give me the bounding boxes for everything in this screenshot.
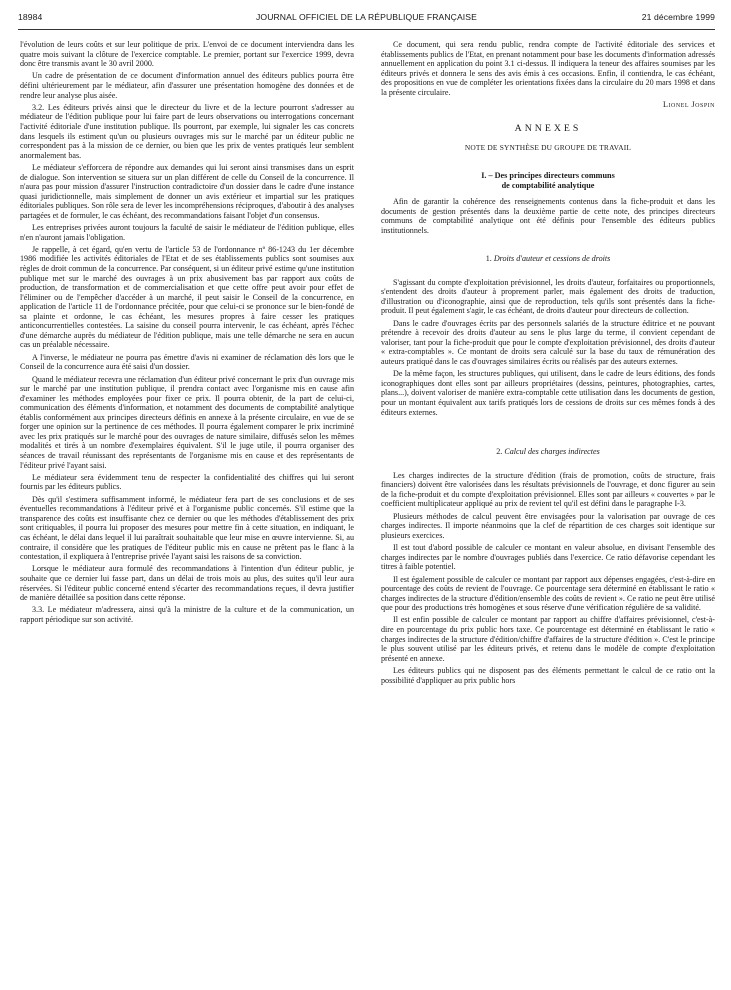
- journal-title: JOURNAL OFFICIEL DE LA RÉPUBLIQUE FRANÇAISE: [256, 12, 477, 22]
- paragraph: Lorsque le médiateur aura formulé des recommandations à l'intention d'un éditeur public, je souhaite que ce dernier lui fasse part, dans un délai de trois mois au plus, des suites qu'il leur aura réservées. Si l'éditeur public concerné entend s'écarter des recommandations reçues, il devra justifier de manière détaillée sa position dans cette réponse.: [20, 564, 354, 603]
- paragraph: Le médiateur s'efforcera de répondre aux demandes qui lui seront ainsi transmises dans un esprit de dialogue. Son intervention se situera sur un plan différent de celle du Conseil de la concurrence. Il n'aura pas pour mission d'assurer l'instruction contradictoire d'un dossier dans le cadre d'une instance quasi juridictionnelle, mais simplement de donner un avis extérieur et impartial sur les pratiques éditoriales publiques. Son rôle sera de lever les incompréhensions réciproques, d'aboutir à des analyses partagées et de formuler, le cas échéant, des recommandations faisant l'objet d'un consensus.: [20, 162, 354, 220]
- paragraph: Les éditeurs publics qui ne disposent pas des éléments permettant le calcul de ce ratio ont la possibilité d'appliquer au prix public hors: [381, 666, 715, 685]
- subsection-title: Droits d'auteur et cessions de droits: [493, 254, 611, 264]
- paragraph: Dans le cadre d'ouvrages écrits par des personnels salariés de la structure éditrice et ne pouvant prétendre à recevoir des droits d'auteur au sens le plus large du terme, il convient cependant de valoriser, tant pour la fiche-produit que pour le compte d'exploitation prévisionnel, des droits d'auteur « extra-comptables ». Ce montant de droits sera calculé sur la base du taux de rémunération des auteurs pratiqué dans le cas d'ouvrages similaires écrits ou réalisés par des auteurs externes.: [381, 318, 715, 367]
- paragraph: Les charges indirectes de la structure d'édition (frais de promotion, coûts de structure, frais financiers) doivent être valorisées dans les résultats prévisionnels de l'ouvrage, et donc figurer au sein de la fiche-produit et du compte d'exploitation prévisionnel. Elles sont par ailleurs « couvertes » par le coefficient multiplicateur appliqué au prix de revient tel qu'il est défini dans le paragraphe I-3.: [381, 470, 715, 509]
- paragraph: Je rappelle, à cet égard, qu'en vertu de l'article 53 de l'ordonnance nº 86-1243 du 1er décembre 1986 modifiée les activités éditoriales de l'Etat et de ses établissements publics sont soumises aux règles de droit commun de la concurrence. Par conséquent, si un éditeur privé estime qu'une institution publique met sur le marché des ouvrages à un prix abusivement bas par rapport aux coûts de production, de transformation et de commercialisation et que cette offre peut avoir pour effet de l'éliminer ou de l'empêcher d'accéder à un marché, il peut saisir le Conseil de la concurrence, en application de l'article 11 de l'ordonnance précitée, pour que celui-ci se prononce sur le bien-fondé de sa plainte et ordonne, le cas échéant, les mesures propres à faire cesser les pratiques anticoncurrentielles contestées. La saisine du conseil pourra intervenir, le cas échéant, après l'échec d'une démarche auprès du médiateur de l'édition publique, mais une telle démarche ne sera en aucun cas un préalable nécessaire.: [20, 244, 354, 350]
- paragraph: Quand le médiateur recevra une réclamation d'un éditeur privé concernant le prix d'un ouvrage mis sur le marché par une institution publique, il prendra contact avec l'organisme mis en cause afin d'examiner les méthodes employées pour fixer ce prix. Il pourra obtenir, de la part de celui-ci, communication des éléments d'information, et notamment des documents de comptabilité analytique établis conformément aux principes directeurs définis en annexe à la présente circulaire, en vue de se forger une opinion sur la pertinence de ces méthodes. Il pourra également comparer le prix incriminé avec les prix pratiqués sur le marché pour des ouvrages de nature similaire, diffusés selon les mêmes modalités et tirés à un nombre d'exemplaires équivalent. S'il le juge utile, il pourra organiser des séances de travail réunissant des représentants de l'organisme mis en cause et des représentants de l'éditeur privé l'ayant saisi.: [20, 374, 354, 470]
- paragraph: Dès qu'il s'estimera suffisamment informé, le médiateur fera part de ses conclusions et de ses éventuelles recommandations à l'éditeur privé et à l'organisme public concernés. S'il estime que la transparence des coûts est insuffisante chez ce dernier ou que les méthodes d'établissement des prix sont critiquables, il pourra lui proposer des mesures pour mettre fin à cette situation, en indiquant, le cas échéant, le délai dans lequel il lui paraîtrait souhaitable que leur mise en œuvre intervienne. Si, au contraire, il considère que les pratiques de l'éditeur public mis en cause ne prêtent pas le flanc à la contestation, il expliquera à l'entreprise privée l'ayant saisi les raisons de sa conviction.: [20, 494, 354, 562]
- annexes-heading: ANNEXES: [514, 122, 582, 134]
- paragraph: l'évolution de leurs coûts et sur leur politique de prix. L'envoi de ce document interviendra dans les quatre mois suivant la clôture de l'exercice comptable. Le premier, portant sur l'exercice 1999, devra donc être transmis avant le 30 avril 2000.: [20, 40, 354, 69]
- paragraph: S'agissant du compte d'exploitation prévisionnel, les droits d'auteur, forfaitaires ou proportionnels, s'entendent des droits d'auteur à proprement parler, mais également des droits de traduction, d'illustration ou d'iconographie, ainsi que de reproduction, tels qu'ils sont présentés dans la fiche-produit. Il peut également s'agir, le cas échéant, de droits d'auteur pour directeurs de collection.: [381, 277, 715, 316]
- signature: Lionel Jospin: [663, 100, 715, 110]
- running-header: [18, 12, 715, 26]
- paragraph: Un cadre de présentation de ce document d'information annuel des éditeurs publics pourra être défini ultérieurement par le médiateur, afin d'assurer une présentation homogène des données et de rendre leur analyse plus aisée.: [20, 71, 354, 100]
- subsection-number: 1.: [485, 254, 492, 264]
- left-column: [20, 40, 354, 985]
- page-number: 18984: [18, 12, 43, 22]
- section-heading: [381, 171, 715, 190]
- paragraph: A l'inverse, le médiateur ne pourra pas émettre d'avis ni examiner de réclamation dès lors que le Conseil de la concurrence aura été saisi d'un dossier.: [20, 352, 354, 372]
- paragraph: Plusieurs méthodes de calcul peuvent être envisagées pour la valorisation par ouvrage de ces charges indirectes. Il importe néanmoins que la clef de répartition de ces charges soit identique sur plusieurs exercices.: [381, 511, 715, 540]
- paragraph: De la même façon, les structures publiques, qui utilisent, dans le cadre de leurs éditions, des fonds iconographiques dont elles sont par ailleurs propriétaires (dessins, peintures, photographies, cartes, plans...), doivent valoriser de manière extra-comptable cette utilisation dans les documents de gestion, pour un montant équivalent aux tarifs pratiqués lors de cessions de droits sur ces mêmes fonds à des éditeurs externes.: [381, 369, 715, 417]
- paragraph: Afin de garantir la cohérence des renseignements contenus dans la fiche-produit et dans les documents de gestion présentés dans la deuxième partie de cette note, des principes directeurs communs de comptabilité analytique ont été définis pour l'ensemble des éditeurs publics institutionnels.: [381, 197, 715, 235]
- paragraph: Les entreprises privées auront toujours la faculté de saisir le médiateur de l'édition publique, elles n'en n'auront jamais l'obligation.: [20, 223, 354, 242]
- right-column: [381, 40, 715, 985]
- paragraph: Il est également possible de calculer ce montant par rapport aux dépenses engagées, c'est-à-dire en pourcentage des coûts de revient de l'ouvrage. Ce pourcentage sera déterminé en établissant le ratio « charges indirectes de la structure d'édition/ensemble des coûts de revient ». Ce ratio ne peut être utilisé que pour des productions très homogènes et sous réserve d'une vérification régulière de sa validité.: [381, 574, 715, 613]
- note-heading: NOTE DE SYNTHÈSE DU GROUPE DE TRAVAIL: [464, 143, 632, 153]
- issue-date: 21 décembre 1999: [641, 12, 715, 22]
- paragraph: 3.2. Les éditeurs privés ainsi que le directeur du livre et de la lecture pourront s'adresser au médiateur de l'édition publique pour lui faire part de leurs observations ou interrogations concernant l'activité éditoriale d'une institution publique. Ils pourront, par exemple, lui signaler les cas concrets dans lesquels ils estiment qu'un ou plusieurs ouvrages mis sur le marché par un éditeur public ne correspondent pas à la mission de ce dernier, ou bien que les prix de ventes pratiqués leur semblent anormalement bas.: [20, 102, 354, 160]
- subsection-heading: [381, 254, 715, 264]
- header-rule: [18, 29, 715, 30]
- subsection-title: Calcul des charges indirectes: [504, 447, 600, 457]
- subsection-heading: [381, 447, 715, 457]
- section-title-line: de comptabilité analytique: [501, 180, 595, 190]
- paragraph: Il est tout d'abord possible de calculer ce montant en valeur absolue, en divisant l'ensemble des charges indirectes par le nombre d'ouvrages publiés dans l'exercice. Ce ratio défavorise cependant les titres à faible potentiel.: [381, 543, 715, 572]
- subsection-number: 2.: [496, 447, 503, 457]
- paragraph: Ce document, qui sera rendu public, rendra compte de l'activité éditoriale des services et établissements publics de l'Etat, en prenant notamment pour base les documents d'information adressés annuellement en application du point 3.1 ci-dessus. Il indiquera la teneur des affaires soumises par les éditeurs privés et donnera le sens des avis émis à ces occasions. Enfin, il contiendra, le cas échéant, des propositions en vue de compléter les orientations fixées dans la circulaire du 20 mars 1998 et dans la présente circulaire.: [381, 40, 715, 97]
- paragraph: Le médiateur sera évidemment tenu de respecter la confidentialité des chiffres qui lui seront fournis par les éditeurs publics.: [20, 472, 354, 492]
- paragraph: 3.3. Le médiateur m'adressera, ainsi qu'à la ministre de la culture et de la communication, un rapport périodique sur son activité.: [20, 605, 354, 624]
- paragraph: Il est enfin possible de calculer ce montant par rapport au chiffre d'affaires prévisionnel, c'est-à-dire en pourcentage du prix public hors taxe. Ce pourcentage est déterminé en établissant le ratio « charges indirectes de la structure d'édition/chiffre d'affaires de la structure d'édition ». C'est le principe le plus souvent utilisé par les éditeurs privés, et retenu dans le modèle de compte d'exploitation présenté en annexe.: [381, 615, 715, 663]
- section-title-line: I. – Des principes directeurs communs: [481, 170, 615, 180]
